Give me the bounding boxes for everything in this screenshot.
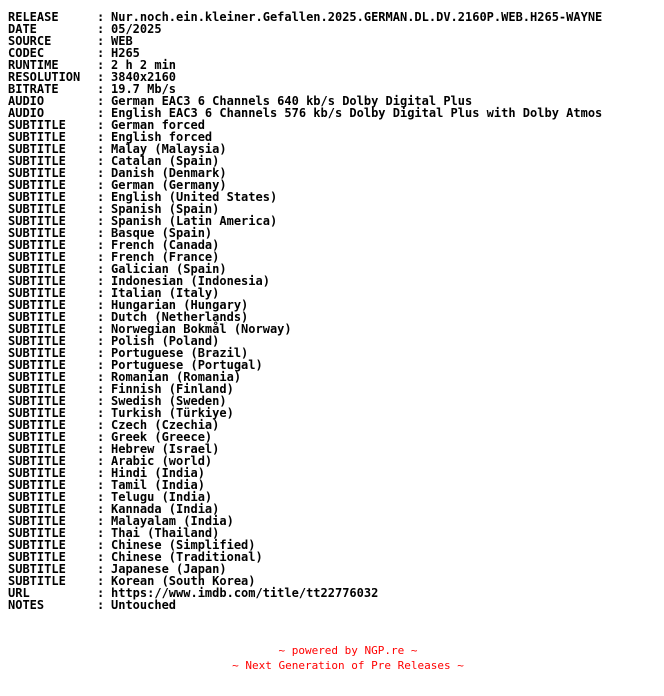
nfo-value: Turkish (Türkiye): [111, 406, 234, 420]
nfo-key: SUBTITLE: [8, 491, 66, 503]
nfo-key: SUBTITLE: [8, 431, 66, 443]
nfo-key: SUBTITLE: [8, 479, 66, 491]
nfo-value: Nur.noch.ein.kleiner.Gefallen.2025.GERMAN.DL.DV.2160P.WEB.H265-WAYNE: [111, 10, 603, 24]
nfo-key: SUBTITLE: [8, 407, 66, 419]
nfo-value: English (United States): [111, 190, 278, 204]
nfo-separator: :: [97, 358, 105, 372]
nfo-key: DATE: [8, 23, 37, 35]
nfo-separator: :: [97, 286, 105, 300]
nfo-separator: :: [97, 562, 105, 576]
nfo-key: SUBTITLE: [8, 455, 66, 467]
nfo-separator: :: [97, 454, 105, 468]
nfo-key: SUBTITLE: [8, 191, 66, 203]
nfo-value: Portuguese (Brazil): [111, 346, 249, 360]
nfo-key: AUDIO: [8, 95, 45, 107]
nfo-value: Galician (Spain): [111, 262, 227, 276]
nfo-row-notes: [8, 599, 602, 611]
nfo-key: SUBTITLE: [8, 563, 66, 575]
nfo-separator: :: [97, 262, 105, 276]
nfo-separator: :: [97, 586, 105, 600]
nfo-key: SUBTITLE: [8, 347, 66, 359]
nfo-value: WEB: [111, 34, 133, 48]
nfo-key: RELEASE: [8, 11, 59, 23]
nfo-key: CODEC: [8, 47, 45, 59]
nfo-separator: :: [97, 130, 105, 144]
nfo-value: Chinese (Simplified): [111, 538, 256, 552]
nfo-key: SUBTITLE: [8, 227, 66, 239]
tagline-footer: ~ Next Generation of Pre Releases ~: [232, 659, 464, 672]
nfo-separator: :: [97, 250, 105, 264]
nfo-key: SUBTITLE: [8, 215, 66, 227]
nfo-value: Hungarian (Hungary): [111, 298, 249, 312]
nfo-value: Hindi (India): [111, 466, 205, 480]
nfo-separator: :: [97, 214, 105, 228]
nfo-separator: :: [97, 166, 105, 180]
nfo-key: SUBTITLE: [8, 179, 66, 191]
nfo-separator: :: [97, 154, 105, 168]
nfo-separator: :: [97, 10, 105, 24]
nfo-value: German forced: [111, 118, 205, 132]
nfo-value: Chinese (Traditional): [111, 550, 263, 564]
nfo-key: SUBTITLE: [8, 323, 66, 335]
nfo-value: German (Germany): [111, 178, 227, 192]
nfo-separator: :: [97, 346, 105, 360]
nfo-value: Swedish (Sweden): [111, 394, 227, 408]
nfo-key: SUBTITLE: [8, 371, 66, 383]
nfo-separator: :: [97, 94, 105, 108]
nfo-key: SUBTITLE: [8, 299, 66, 311]
nfo-separator: :: [97, 226, 105, 240]
nfo-value: Catalan (Spain): [111, 154, 220, 168]
nfo-separator: :: [97, 22, 105, 36]
nfo-value: Czech (Czechia): [111, 418, 220, 432]
nfo-value: Hebrew (Israel): [111, 442, 220, 456]
nfo-key: SUBTITLE: [8, 527, 66, 539]
nfo-key: SUBTITLE: [8, 551, 66, 563]
nfo-separator: :: [97, 190, 105, 204]
nfo-separator: :: [97, 490, 105, 504]
nfo-separator: :: [97, 310, 105, 324]
nfo-separator: :: [97, 118, 105, 132]
nfo-info-block: [8, 11, 602, 611]
nfo-separator: :: [97, 502, 105, 516]
nfo-key: SOURCE: [8, 35, 52, 47]
nfo-value: Untouched: [111, 598, 177, 612]
nfo-value: 05/2025: [111, 22, 162, 36]
nfo-value: Italian (Italy): [111, 286, 220, 300]
nfo-key: SUBTITLE: [8, 359, 66, 371]
nfo-separator: :: [97, 142, 105, 156]
nfo-key: SUBTITLE: [8, 263, 66, 275]
nfo-value: Japanese (Japan): [111, 562, 227, 576]
nfo-value: Romanian (Romania): [111, 370, 242, 384]
nfo-separator: :: [97, 418, 105, 432]
nfo-value: Indonesian (Indonesia): [111, 274, 270, 288]
nfo-key: SUBTITLE: [8, 251, 66, 263]
nfo-separator: :: [97, 298, 105, 312]
nfo-value: Kannada (India): [111, 502, 220, 516]
nfo-value: Danish (Denmark): [111, 166, 227, 180]
nfo-key: SUBTITLE: [8, 311, 66, 323]
nfo-key: SUBTITLE: [8, 335, 66, 347]
nfo-value: 2 h 2 min: [111, 58, 177, 72]
nfo-separator: :: [97, 538, 105, 552]
nfo-key: SUBTITLE: [8, 515, 66, 527]
nfo-separator: :: [97, 382, 105, 396]
nfo-separator: :: [97, 574, 105, 588]
nfo-key: SUBTITLE: [8, 443, 66, 455]
nfo-value: Malay (Malaysia): [111, 142, 227, 156]
nfo-separator: :: [97, 178, 105, 192]
nfo-key: SUBTITLE: [8, 503, 66, 515]
nfo-value: English forced: [111, 130, 213, 144]
nfo-key: SUBTITLE: [8, 203, 66, 215]
nfo-separator: :: [97, 82, 105, 96]
nfo-value: Korean (South Korea): [111, 574, 256, 588]
nfo-separator: :: [97, 238, 105, 252]
nfo-value: Greek (Greece): [111, 430, 213, 444]
nfo-value: Tamil (India): [111, 478, 205, 492]
nfo-key: SUBTITLE: [8, 383, 66, 395]
nfo-value: 3840x2160: [111, 70, 177, 84]
nfo-value: https://www.imdb.com/title/tt22776032: [111, 586, 379, 600]
nfo-value: Portuguese (Portugal): [111, 358, 263, 372]
nfo-key: SUBTITLE: [8, 395, 66, 407]
nfo-separator: :: [97, 598, 105, 612]
nfo-key: RESOLUTION: [8, 71, 81, 83]
nfo-separator: :: [97, 370, 105, 384]
nfo-separator: :: [97, 106, 105, 120]
nfo-key: SUBTITLE: [8, 143, 66, 155]
nfo-separator: :: [97, 46, 105, 60]
nfo-key: SUBTITLE: [8, 287, 66, 299]
powered-by-footer: ~ powered by NGP.re ~: [278, 644, 418, 657]
nfo-value: Basque (Spain): [111, 226, 213, 240]
nfo-key: RUNTIME: [8, 59, 59, 71]
nfo-key: SUBTITLE: [8, 119, 66, 131]
nfo-value: Spanish (Spain): [111, 202, 220, 216]
nfo-key: SUBTITLE: [8, 167, 66, 179]
nfo-separator: :: [97, 394, 105, 408]
nfo-value: H265: [111, 46, 140, 60]
nfo-value: Arabic (world): [111, 454, 213, 468]
nfo-key: SUBTITLE: [8, 275, 66, 287]
nfo-value: English EAC3 6 Channels 576 kb/s Dolby Digital Plus with Dolby Atmos: [111, 106, 603, 120]
nfo-separator: :: [97, 514, 105, 528]
nfo-separator: :: [97, 58, 105, 72]
nfo-value: Spanish (Latin America): [111, 214, 278, 228]
nfo-value: German EAC3 6 Channels 640 kb/s Dolby Digital Plus: [111, 94, 473, 108]
nfo-key: SUBTITLE: [8, 467, 66, 479]
nfo-value: 19.7 Mb/s: [111, 82, 177, 96]
nfo-key: SUBTITLE: [8, 155, 66, 167]
nfo-value: French (Canada): [111, 238, 220, 252]
nfo-value: Telugu (India): [111, 490, 213, 504]
nfo-key: SUBTITLE: [8, 419, 66, 431]
nfo-separator: :: [97, 334, 105, 348]
nfo-separator: :: [97, 478, 105, 492]
nfo-key: AUDIO: [8, 107, 45, 119]
nfo-value: Thai (Thailand): [111, 526, 220, 540]
nfo-value: Finnish (Finland): [111, 382, 234, 396]
nfo-key: SUBTITLE: [8, 239, 66, 251]
nfo-separator: :: [97, 406, 105, 420]
nfo-separator: :: [97, 550, 105, 564]
nfo-value: Dutch (Netherlands): [111, 310, 249, 324]
nfo-value: Polish (Poland): [111, 334, 220, 348]
nfo-separator: :: [97, 466, 105, 480]
nfo-separator: :: [97, 430, 105, 444]
nfo-key: BITRATE: [8, 83, 59, 95]
nfo-separator: :: [97, 526, 105, 540]
nfo-key: SUBTITLE: [8, 575, 66, 587]
nfo-key: SUBTITLE: [8, 539, 66, 551]
nfo-key: URL: [8, 587, 30, 599]
nfo-separator: :: [97, 70, 105, 84]
nfo-value: Malayalam (India): [111, 514, 234, 528]
nfo-value: French (France): [111, 250, 220, 264]
nfo-separator: :: [97, 442, 105, 456]
nfo-key: SUBTITLE: [8, 131, 66, 143]
nfo-separator: :: [97, 322, 105, 336]
nfo-separator: :: [97, 202, 105, 216]
nfo-separator: :: [97, 274, 105, 288]
nfo-key: NOTES: [8, 599, 45, 611]
nfo-value: Norwegian Bokmål (Norway): [111, 322, 292, 336]
nfo-separator: :: [97, 34, 105, 48]
